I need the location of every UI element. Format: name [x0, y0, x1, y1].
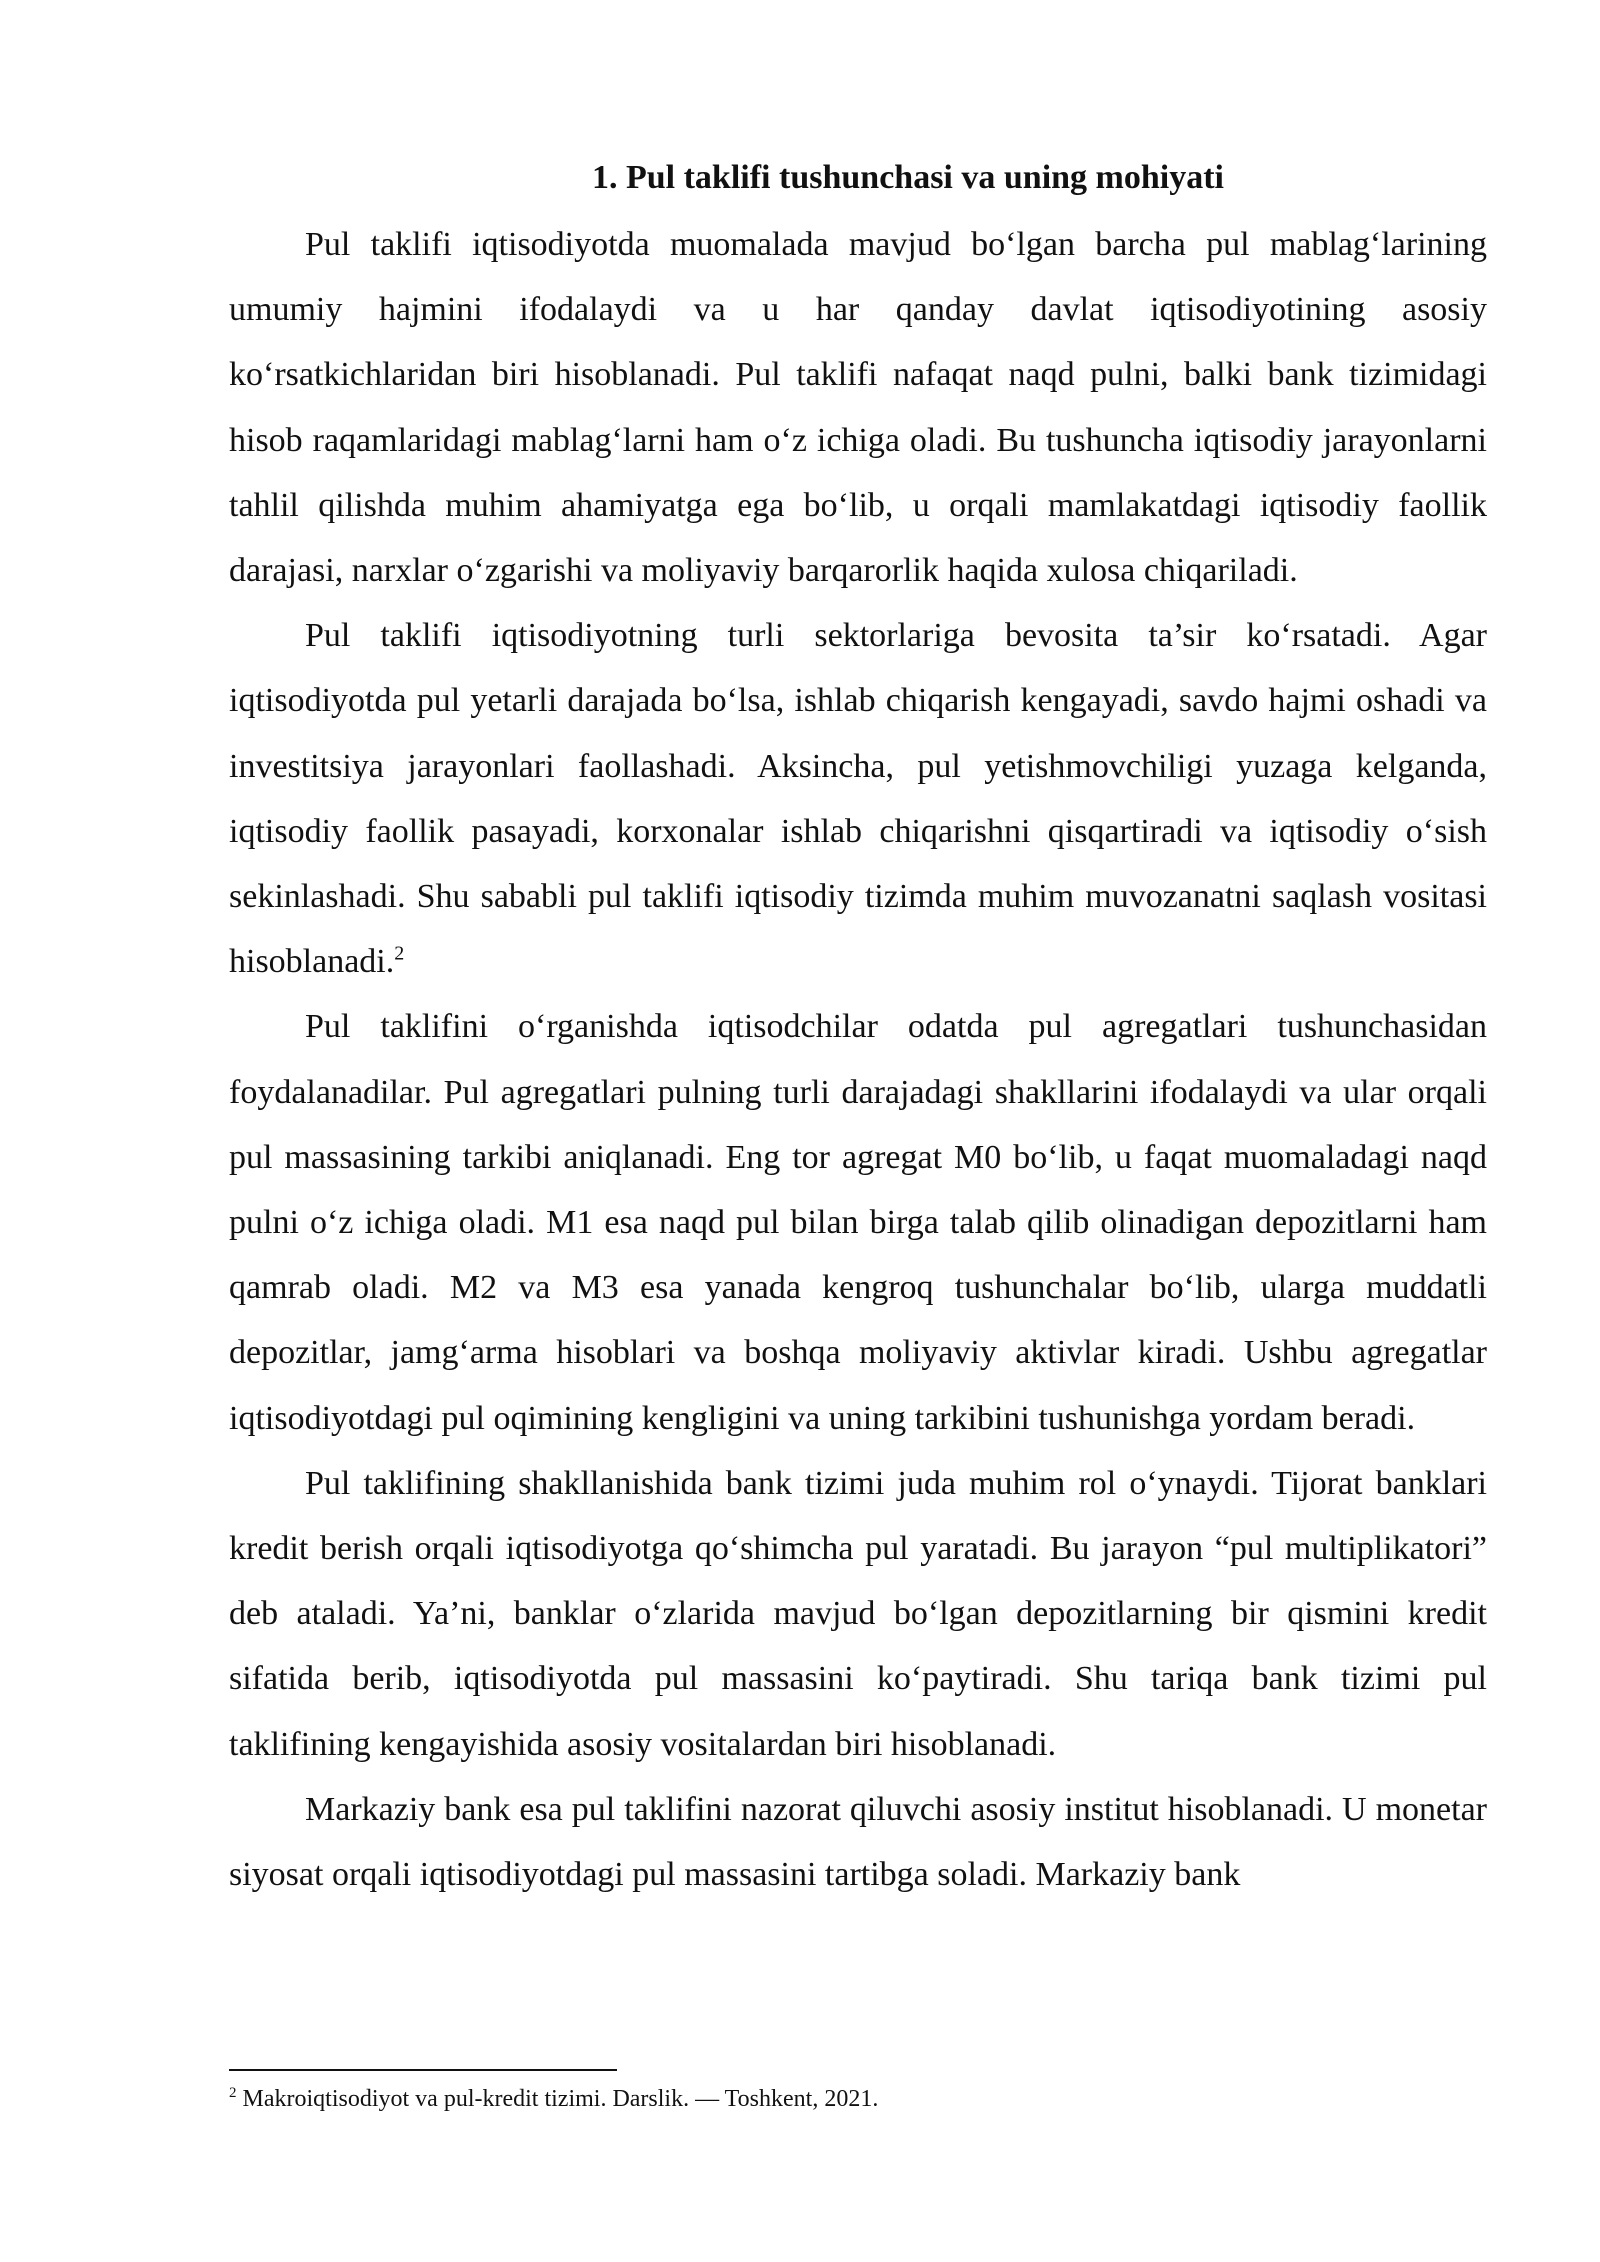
paragraph-4: Pul taklifining shakllanishida bank tizimi juda muhim rol o‘ynaydi. Tijorat banklari kredit berish orqali iqtisodiyotga qo‘shimcha pul yaratadi. Bu jarayon “pul multiplikatori” deb ataladi. Ya’ni, banklar o‘zlarida mavjud bo‘lgan depozitlarning bir qismini kredit sifatida berib, iqtisodiyotda pul massasini ko‘paytiradi. Shu tariqa bank tizimi pul taklifining kengayishida asosiy vositalardan biri hisoblanadi.	[229, 1464, 1487, 1763]
footnote-separator	[229, 2069, 617, 2071]
paragraph-2	[229, 603, 1487, 994]
paragraph-5: Markaziy bank esa pul taklifini nazorat qiluvchi asosiy institut hisoblanadi. U monetar siyosat orqali iqtisodiyotdagi pul massasini tartibga soladi. Markaziy bank	[229, 1790, 1487, 1894]
paragraph-3: Pul taklifini o‘rganishda iqtisodchilar odatda pul agregatlari tushunchasidan foydalanadilar. Pul agregatlari pulning turli darajadagi shakllarini ifodalaydi va ular orqali pul massasining tarkibi aniqlanadi. Eng tor agregat M0 bo‘lib, u faqat muomaladagi naqd pulni o‘z ichiga oladi. M1 esa naqd pul bilan birga talab qilib olinadigan depozitlarni ham qamrab oladi. M2 va M3 esa yanada kengroq tushunchalar bo‘lib, ularga muddatli depozitlar, jamg‘arma hisoblari va boshqa moliyaviy aktivlar kiradi. Ushbu agregatlar iqtisodiyotdagi pul oqimining kengligini va uning tarkibini tushunishga yordam beradi.	[229, 1008, 1487, 1437]
paragraph-1: Pul taklifi iqtisodiyotda muomalada mavjud bo‘lgan barcha pul mablag‘larining umumiy hajmini ifodalaydi va u har qanday davlat iqtisodiyotining asosiy ko‘rsatkichlaridan biri hisoblanadi. Pul taklifi nafaqat naqd pulni, balki bank tizimidagi hisob raqamlaridagi mablag‘larni ham o‘z ichiga oladi. Bu tushuncha iqtisodiy jarayonlarni tahlil qilishda muhim ahamiyatga ega bo‘lib, u orqali mamlakatdagi iqtisodiy faollik darajasi, narxlar o‘zgarishi va moliyaviy barqarorlik haqida xulosa chiqariladi.	[229, 226, 1487, 590]
footnote-text: Makroiqtisodiyot va pul-kredit tizimi. Darslik. — Toshkent, 2021.	[236, 2086, 879, 2112]
paragraph-2-text: Pul taklifi iqtisodiyotning turli sektorlariga bevosita ta’sir ko‘rsatadi. Agar iqtisodiyotda pul yetarli darajada bo‘lsa, ishlab chiqarish kengayadi, savdo hajmi oshadi va investitsiya jarayonlari faollashadi. Aksincha, pul yetishmovchiligi yuzaga kelganda, iqtisodiy faollik pasayadi, korxonalar ishlab chiqarishni qisqartiradi va iqtisodiy o‘sish sekinlashadi. Shu sababli pul taklifi iqtisodiy tizimda muhim muvozanatni saqlash vositasi hisoblanadi.	[229, 617, 1487, 981]
page-body	[229, 150, 1487, 1907]
footnote-mark: 2	[229, 2085, 237, 2101]
section-heading: 1. Pul taklifi tushunchasi va uning mohiyati	[591, 159, 1224, 196]
footnote	[229, 2082, 1487, 2116]
footnote-reference[interactable]: 2	[394, 942, 405, 965]
